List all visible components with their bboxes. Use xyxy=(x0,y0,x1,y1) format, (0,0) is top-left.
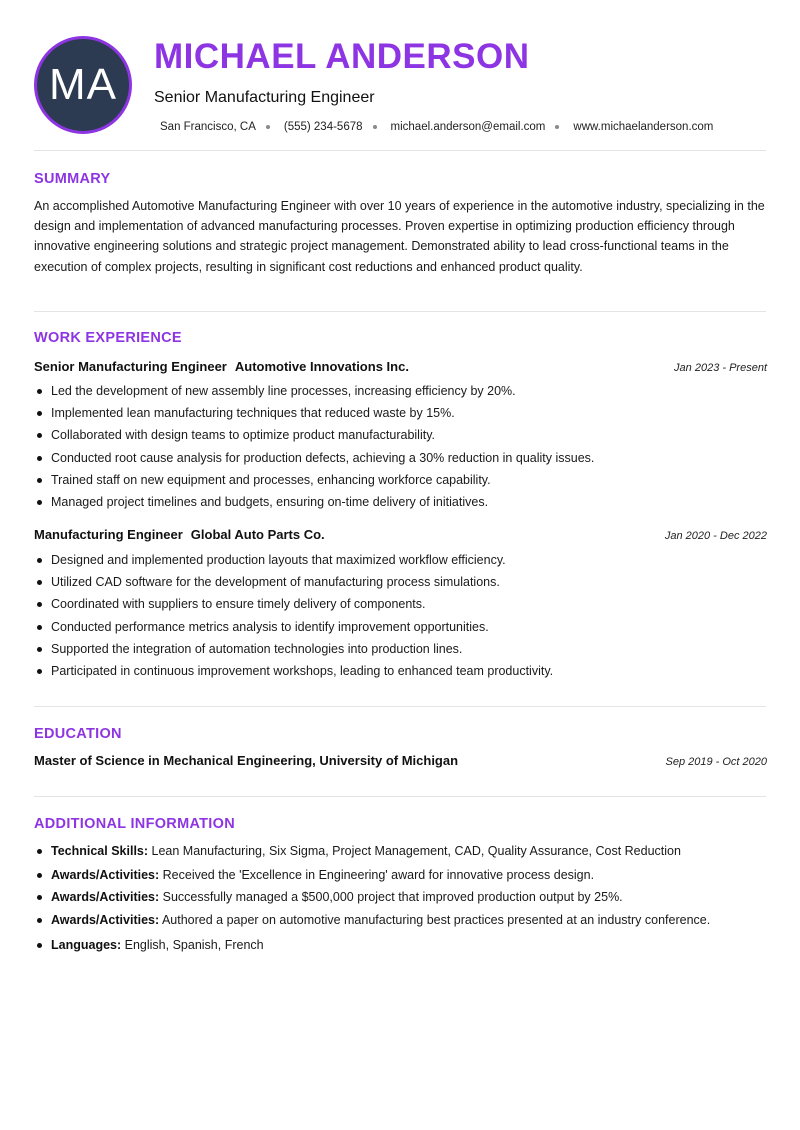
job-header xyxy=(34,526,767,544)
avatar xyxy=(34,36,132,134)
item-label: Awards/Activities: xyxy=(51,868,160,883)
list-item xyxy=(34,909,769,931)
job-date: Jan 2020 - Dec 2022 xyxy=(664,530,767,542)
item-text: Successfully managed a $500,000 project that improved production output by 25%. xyxy=(162,890,623,905)
avatar-initials: MA xyxy=(49,60,117,109)
additional-list xyxy=(34,840,769,956)
job-role: Senior Manufacturing Engineer xyxy=(34,359,227,374)
contact-phone: (555) 234-5678 xyxy=(283,121,363,133)
item-text: English, Spanish, French xyxy=(124,937,264,952)
divider xyxy=(34,796,766,797)
divider xyxy=(34,150,766,151)
list-item: Conducted root cause analysis for production defects, achieving a 30% reduction in quality issues. xyxy=(34,447,769,469)
item-text: Authored a paper on automotive manufacturing best practices presented at an industry conference. xyxy=(161,912,711,927)
list-item xyxy=(34,840,769,862)
item-label: Awards/Activities: xyxy=(51,890,160,905)
list-item xyxy=(34,886,769,908)
separator-dot-icon xyxy=(266,125,270,129)
contact-location: San Francisco, CA xyxy=(160,121,256,133)
education-entry xyxy=(34,753,767,768)
contact-line xyxy=(160,121,713,133)
list-item: Trained staff on new equipment and processes, enhancing workforce capability. xyxy=(34,469,769,491)
job-date: Jan 2023 - Present xyxy=(674,362,767,374)
summary-heading: SUMMARY xyxy=(34,171,111,187)
job-title-line xyxy=(34,526,325,544)
list-item: Participated in continuous improvement workshops, leading to enhanced team productivity. xyxy=(34,660,769,682)
list-item xyxy=(34,934,769,956)
job-company: Global Auto Parts Co. xyxy=(190,527,325,542)
education-date: Sep 2019 - Oct 2020 xyxy=(665,756,767,768)
job-bullets xyxy=(34,549,769,682)
list-item: Collaborated with design teams to optimize product manufacturability. xyxy=(34,424,769,446)
divider xyxy=(34,706,766,707)
item-label: Awards/Activities: xyxy=(51,912,160,927)
candidate-name: MICHAEL ANDERSON xyxy=(154,37,530,76)
contact-website[interactable]: www.michaelanderson.com xyxy=(573,121,714,133)
list-item: Coordinated with suppliers to ensure timely delivery of components. xyxy=(34,593,769,615)
list-item: Implemented lean manufacturing techniques that reduced waste by 15%. xyxy=(34,402,769,424)
experience-heading: WORK EXPERIENCE xyxy=(34,330,182,346)
separator-dot-icon xyxy=(555,125,559,129)
list-item: Conducted performance metrics analysis to identify improvement opportunities. xyxy=(34,616,769,638)
item-text: Received the 'Excellence in Engineering' award for innovative process design. xyxy=(162,868,595,883)
item-label: Technical Skills: xyxy=(51,844,149,858)
list-item: Designed and implemented production layouts that maximized workflow efficiency. xyxy=(34,549,769,571)
summary-text: An accomplished Automotive Manufacturing Engineer with over 10 years of experience in the automotive industry, specializing in the design and implementation of advanced manufacturing processes. Proven expertise in optimizing production efficiency through innovative engineering solutions and strategic project management. Demonstrated ability to lead cross-functional teams in the execution of complex projects, resulting in significant cost reductions and enhanced product quality. xyxy=(34,199,765,274)
list-item: Utilized CAD software for the development of manufacturing process simulations. xyxy=(34,571,769,593)
separator-dot-icon xyxy=(373,125,377,129)
contact-email[interactable]: michael.anderson@email.com xyxy=(390,121,546,133)
list-item: Managed project timelines and budgets, ensuring on-time delivery of initiatives. xyxy=(34,491,769,513)
education-degree: Master of Science in Mechanical Engineering, University of Michigan xyxy=(34,753,459,768)
job-role: Manufacturing Engineer xyxy=(34,527,183,542)
item-text: Lean Manufacturing, Six Sigma, Project Management, CAD, Quality Assurance, Cost Reduction xyxy=(151,844,681,858)
job-title-line xyxy=(34,358,409,376)
education-heading: EDUCATION xyxy=(34,726,122,742)
job-bullets xyxy=(34,380,769,513)
list-item: Supported the integration of automation technologies into production lines. xyxy=(34,638,769,660)
job-company: Automotive Innovations Inc. xyxy=(234,359,409,374)
candidate-title: Senior Manufacturing Engineer xyxy=(154,89,375,106)
list-item xyxy=(34,864,769,886)
divider xyxy=(34,311,766,312)
job-header xyxy=(34,358,767,376)
additional-heading: ADDITIONAL INFORMATION xyxy=(34,816,235,832)
list-item: Led the development of new assembly line processes, increasing efficiency by 20%. xyxy=(34,380,769,402)
item-label: Languages: xyxy=(51,937,122,952)
